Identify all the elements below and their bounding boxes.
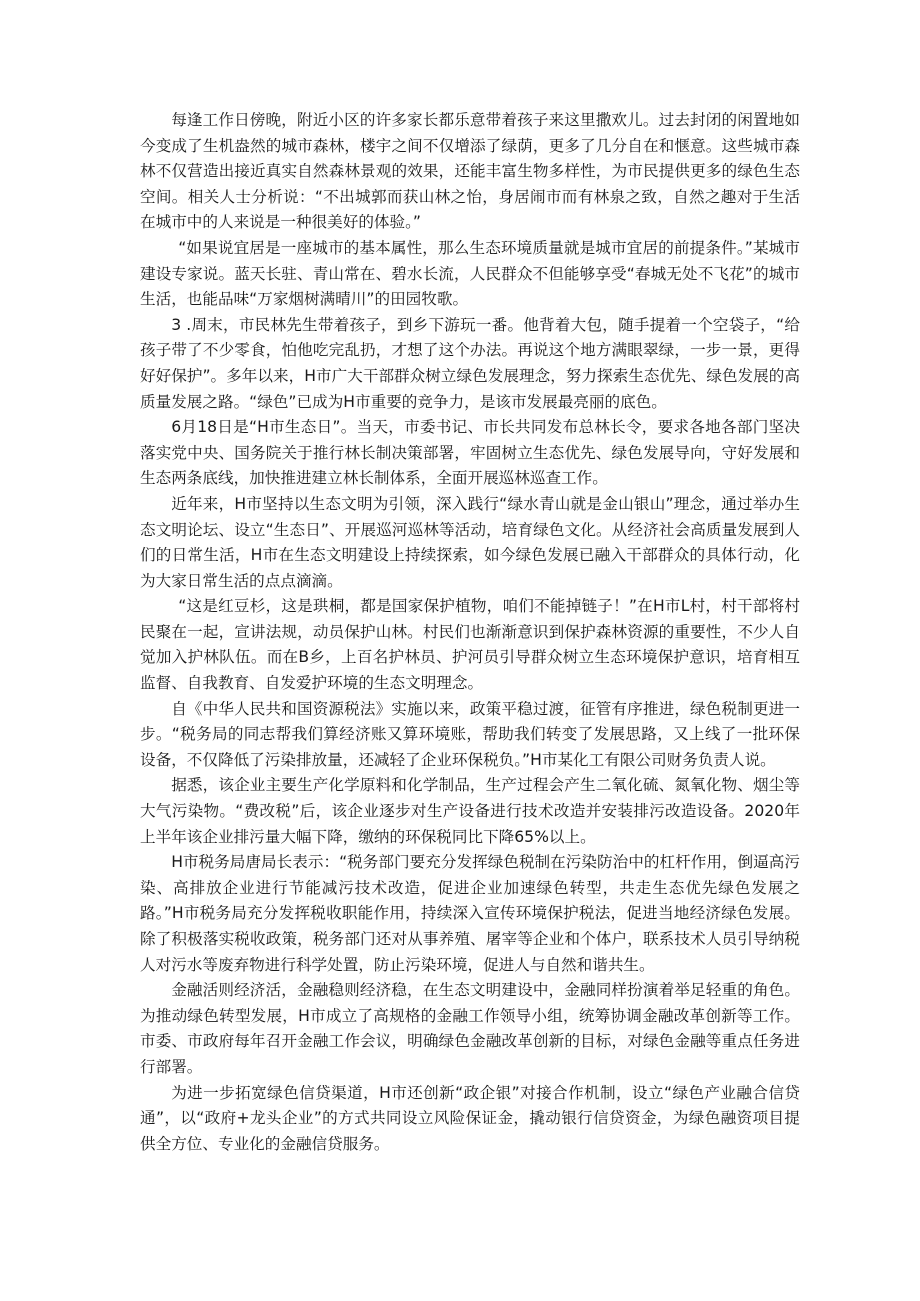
paragraph-enterprise-emissions: 据悉，该企业主要生产化学原料和化学制品，生产过程会产生二氧化硫、氮氧化物、烟尘等大气污染物。“费改税”后，该企业逐步对生产设备进行技术改造并安装排污改造设备。2020年上半年该企业排污量大幅下降，缴纳的环保税同比下降65%以上。 [140, 776, 800, 846]
paragraph-ecological-civilization: 近年来，H市坚持以生态文明为引领，深入践行“绿水青山就是金山银山”理念，通过举办生态文明论坛、设立“生态日”、开展巡河巡林等活动，培育绿色文化。从经济社会高质量发展到人们的日常生活，H市在生态文明建设上持续探索，如今绿色发展已融入干部群众的具体行动，化为大家日常生活的点点滴滴。 [140, 494, 800, 590]
paragraph-tax-bureau: H市税务局唐局长表示：“税务部门要充分发挥绿色税制在污染防治中的杠杆作用，倒逼高污染、高排放企业进行节能减污技术改造，促进企业加速绿色转型，共走生态优先绿色发展之路。”H市税务局充分发挥税收职能作用，持续深入宣传环境保护税法，促进当地经济绿色发展。除了积极落实税收政策，税务部门还对从事养殖、屠宰等企业和个体户，联系技术人员引导纳税人对污水等废弃物进行科学处置，防止污染环境，促进人与自然和谐共生。 [140, 853, 800, 974]
paragraph-green-finance: 金融活则经济活，金融稳则经济稳，在生态文明建设中，金融同样扮演着举足轻重的角色。为推动绿色转型发展，H市成立了高规格的金融工作领导小组，统筹协调金融改革创新等工作。市委、市政府每年召开金融工作会议，明确绿色金融改革创新的目标，对绿色金融等重点任务进行部署。 [140, 981, 800, 1076]
paragraph-green-credit: 为进一步拓宽绿色信贷渠道，H市还创新“政企银”对接合作机制，设立“绿色产业融合信贷通”，以“政府+龙头企业”的方式共同设立风险保证金，撬动银行信贷资金，为绿色融资项目提供全方位、专业化的金融信贷服务。 [140, 1083, 800, 1153]
paragraph-livable-city: “如果说宜居是一座城市的基本属性，那么生态环境质量就是城市宜居的前提条件。”某城市建设专家说。蓝天长驻、青山常在、碧水长流，人民群众不但能够享受“春城无处不飞花”的城市生活，也能品味“万家烟树满晴川”的田园牧歌。 [140, 238, 800, 309]
paragraph-ecology-day: 6月18日是“H市生态日”。当天，市委书记、市长共同发布总林长令，要求各地各部门坚决落实党中央、国务院关于推行林长制决策部署，牢固树立生态优先、绿色发展导向，守好发展和生态两条底线，加快推进建立林长制体系，全面开展巡林巡查工作。 [140, 418, 800, 488]
paragraph-resource-tax-law: 自《中华人民共和国资源税法》实施以来，政策平稳过渡，征管有序推进，绿色税制更进一步。“税务局的同志帮我们算经济账又算环境账，帮助我们转变了发展思路，又上线了一批环保设备，不仅降低了污染排放量，还减轻了企业环保税负。”H市某化工有限公司财务负责人说。 [140, 699, 800, 769]
paragraph-weekend-trip: 3 .周末，市民林先生带着孩子，到乡下游玩一番。他背着大包，随手提着一个空袋子，“给孩子带了不少零食，怕他吃完乱扔，才想了这个办法。再说这个地方满眼翠绿，一步一景，更得好好保护”。多年以来，H市广大干部群众树立绿色发展理念，努力探索生态优先、绿色发展的高质量发展之路。“绿色”已成为H市重要的竞争力，是该市发展最亮丽的底色。 [140, 315, 800, 411]
paragraph-forest-protection: “这是红豆杉，这是珙桐，都是国家保护植物，咱们不能掉链子！”在H市L村，村干部将村民聚在一起，宣讲法规，动员保护山林。村民们也渐渐意识到保护森林资源的重要性，不少人自觉加入护林队伍。而在B乡，上百名护林员、护河员引导群众树立生态环境保护意识，培育相互监督、自我教育、自发爱护环境的生态文明理念。 [140, 597, 800, 693]
paragraph-city-forest: 每逢工作日傍晚，附近小区的许多家长都乐意带着孩子来这里撒欢儿。过去封闭的闲置地如今变成了生机盎然的城市森林，楼宇之间不仅增添了绿荫，更多了几分自在和惬意。这些城市森林不仅营造出接近真实自然森林景观的效果，还能丰富生物多样性，为市民提供更多的绿色生态空间。相关人士分析说：“不出城郭而获山林之怡，身居闹市而有林泉之致，自然之趣对于生活在城市中的人来说是一种很美好的体验。” [140, 111, 800, 232]
document-body [140, 108, 800, 1157]
